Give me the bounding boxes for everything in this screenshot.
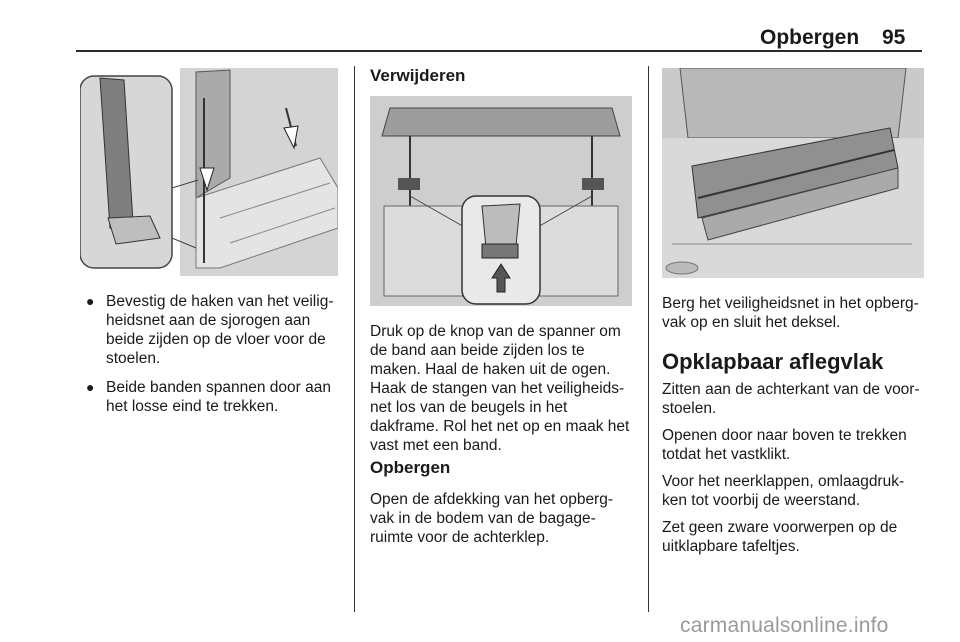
- illustration-net-hooks: [80, 68, 338, 276]
- paragraph-store-net: Berg het veiligheidsnet in het opberg-vak op en sluit het deksel.: [662, 295, 919, 331]
- page-number: 95: [882, 26, 906, 49]
- list-item: ● Bevestig de haken van het veilig-heidsnet aan de sjorogen aan beide zijden op de vloer voor de stoelen.: [86, 293, 334, 367]
- instruction-bullet-list: [82, 292, 344, 426]
- paragraphs-fold-tray: [662, 380, 928, 564]
- list-item: ● Beide banden spannen door aan het losse eind te trekken.: [86, 379, 331, 415]
- illustration-remove-net: [370, 96, 632, 306]
- bullet-icon: ●: [86, 379, 95, 395]
- paragraph: Zitten aan de achterkant van de voor-stoelen.: [662, 381, 920, 417]
- section-heading-remove: Verwijderen: [370, 66, 466, 85]
- paragraph: Zet geen zware voorwerpen op de uitklapbare tafeltjes.: [662, 519, 898, 555]
- page-section-title: Opbergen: [760, 26, 860, 49]
- column-divider-left: [354, 66, 355, 612]
- bullet-icon: ●: [86, 293, 95, 309]
- section-heading-fold-tray: Opklapbaar aflegvlak: [662, 349, 884, 374]
- header-divider: [76, 50, 922, 52]
- paragraph-remove-instructions: Druk op de knop van de spanner om de band aan beide zijden los te maken. Haal de haken uit de ogen. Haak de stangen van het veiligheids-net los van de beugels in het dakframe. Rol het net op en maak het vast met een band.: [370, 323, 630, 454]
- paragraph: Openen door naar boven te trekken totdat het vastklikt.: [662, 427, 907, 463]
- illustration-storage-compartment: [662, 68, 924, 278]
- column-divider-right: [648, 66, 649, 612]
- paragraph-storage-instructions: Open de afdekking van het opberg-vak in de bodem van de bagage-ruimte voor de achterklep.: [370, 491, 614, 546]
- paragraph: Voor het neerklappen, omlaagdruk-ken tot voorbij de weerstand.: [662, 473, 905, 509]
- section-heading-storage: Opbergen: [370, 458, 451, 477]
- watermark: carmanualsonline.info: [680, 614, 889, 637]
